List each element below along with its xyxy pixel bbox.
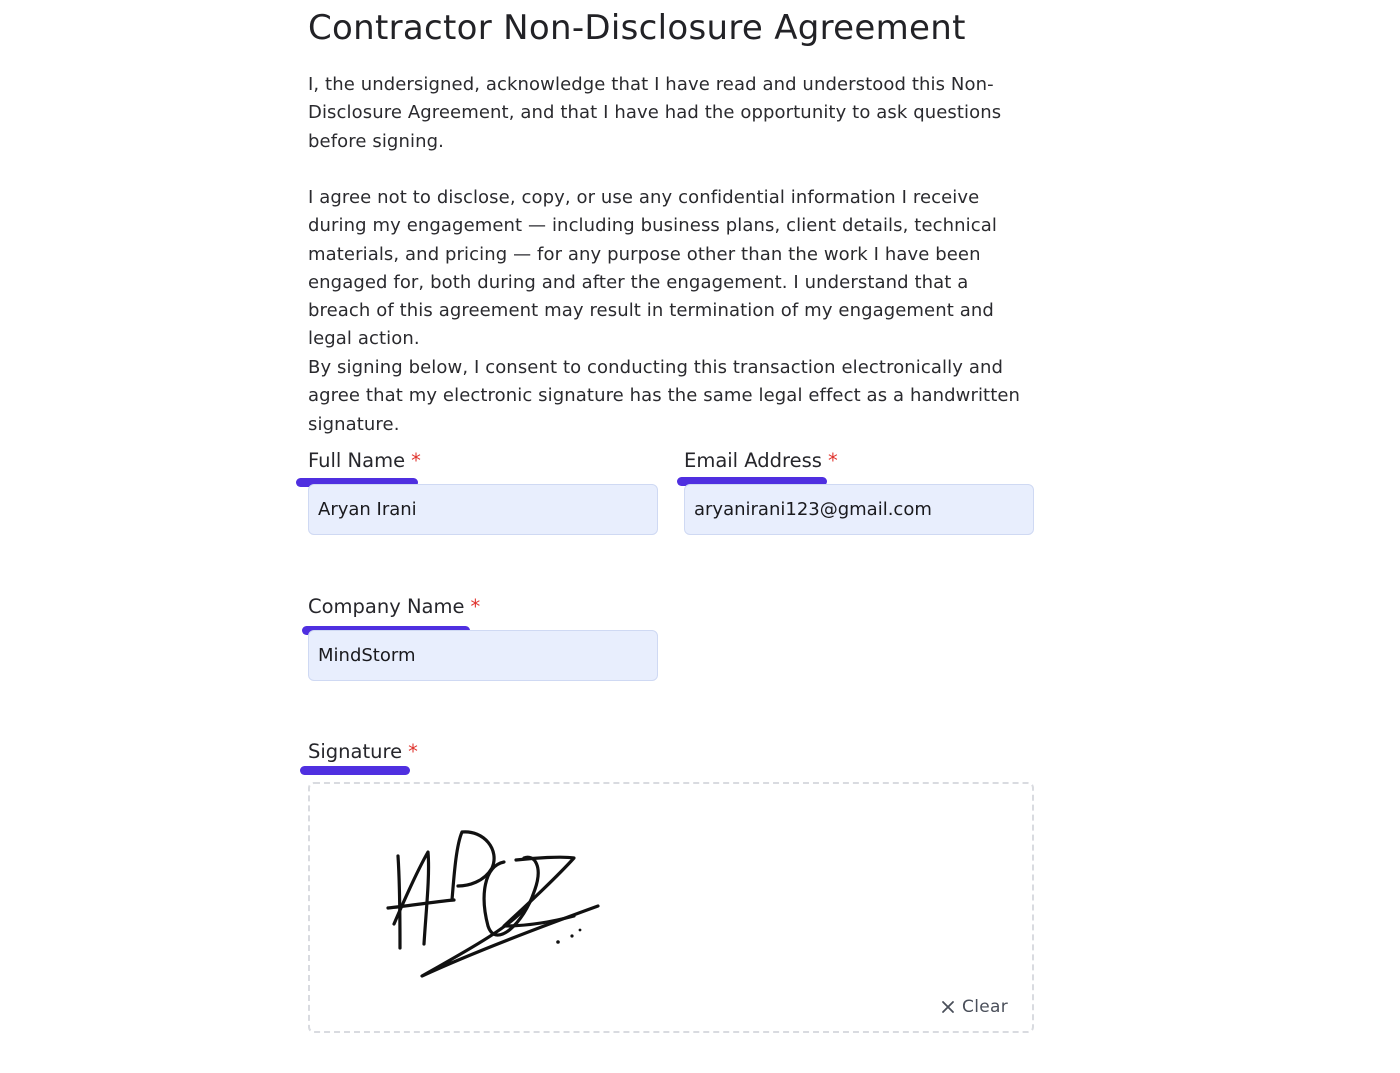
company-name-input[interactable] bbox=[308, 630, 658, 681]
full-name-label bbox=[308, 449, 421, 472]
signature-label-text: Signature bbox=[308, 740, 403, 763]
company-name-label bbox=[308, 595, 480, 618]
signature-pad[interactable] bbox=[308, 782, 1034, 1033]
clear-signature-button[interactable] bbox=[941, 997, 1008, 1017]
agreement-paragraph-confidentiality: I agree not to disclose, copy, or use any confidential information I receive during my engagement — including business plans, client details, technical materials, and pricing — for any purpose other than the work I have been engaged for, both during and after the engagement. I understand that a breach of this agreement may result in termination of my engagement and legal action. bbox=[308, 187, 997, 350]
signature-highlight bbox=[300, 766, 410, 775]
page-title: Contractor Non-Disclosure Agreement bbox=[308, 8, 966, 48]
company-name-label-text: Company Name bbox=[308, 595, 465, 618]
required-mark: * bbox=[408, 740, 418, 763]
clear-label: Clear bbox=[962, 997, 1008, 1017]
email-label bbox=[684, 449, 838, 472]
email-input[interactable] bbox=[684, 484, 1034, 535]
agreement-paragraph-consent: By signing below, I consent to conducting this transaction electronically and agree that my electronic signature has the same legal effect as a handwritten signature. bbox=[308, 357, 1021, 435]
email-label-text: Email Address bbox=[684, 449, 822, 472]
signature-label bbox=[308, 740, 418, 763]
close-icon bbox=[941, 1000, 955, 1014]
full-name-label-text: Full Name bbox=[308, 449, 406, 472]
agreement-paragraph-acknowledgement: I, the undersigned, acknowledge that I have read and understood this Non-Disclosure Agreement, and that I have had the opportunity to ask questions before signing. bbox=[308, 74, 1002, 152]
required-mark: * bbox=[470, 595, 481, 618]
required-mark: * bbox=[827, 449, 838, 472]
full-name-input[interactable] bbox=[308, 484, 658, 535]
signature-drawing bbox=[384, 826, 604, 986]
required-mark: * bbox=[411, 449, 421, 472]
